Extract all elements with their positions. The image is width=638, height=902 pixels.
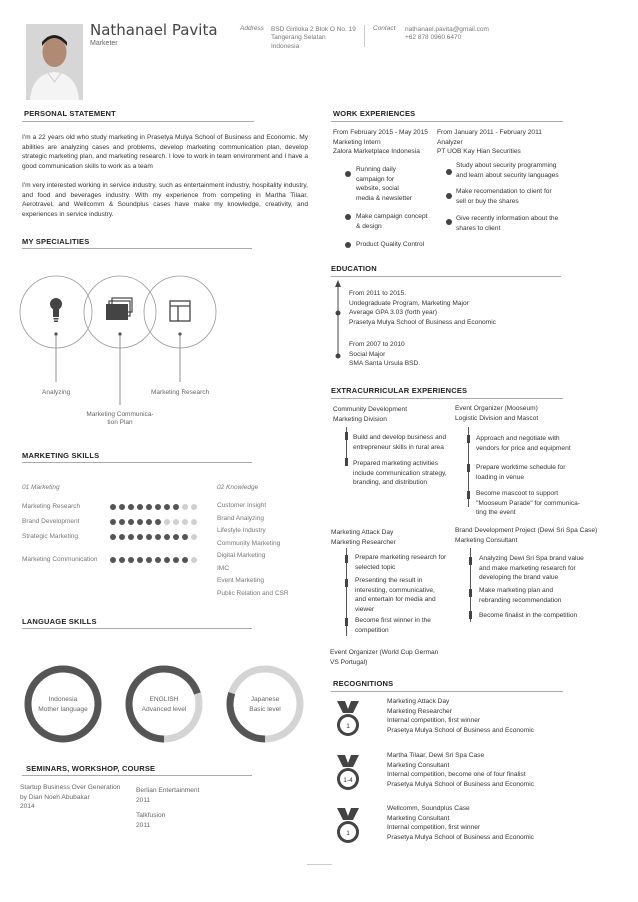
candidate-name: Nathanael Pavita [90, 21, 218, 39]
extra-bullet: Approach and negotiate with vendors for price and equipment [476, 435, 571, 452]
job-position: Analyzer [437, 138, 463, 146]
work-title: WORK EXPERIENCES [333, 109, 416, 118]
rating-dot [128, 504, 134, 510]
address-block [271, 26, 356, 51]
extra-head [331, 528, 396, 547]
skill-rating [110, 519, 197, 525]
knowledge-item: Lifestyle Industry [217, 527, 266, 534]
seminar-line: Berlian Entertainment [136, 787, 200, 794]
extra-footer [330, 648, 438, 667]
timeline-tick [345, 618, 348, 626]
rating-dot [128, 557, 134, 563]
personal-statement-title: PERSONAL STATEMENT [24, 109, 116, 118]
contact-email: nathanael.pavita@gmail.com [405, 26, 489, 33]
extra-footer-line: Event Organizer (World Cup German [330, 649, 439, 656]
knowledge-item: Event Marketing [217, 577, 264, 584]
address-line: BSD Giriloka 2 Blok O No. 19 [271, 26, 356, 33]
language-level: Basic level [249, 705, 281, 713]
extra-bullet: Prepare marketing research for selected topic [355, 554, 447, 571]
education-line: Undegraduate Program, Marketing Major [349, 299, 469, 307]
extra-role: Marketing Consultant [455, 536, 518, 544]
marketing-skills-title: MARKETING SKILLS [22, 451, 100, 460]
rating-dot [137, 504, 143, 510]
speciality-research: Marketing Research [151, 389, 210, 396]
svg-text:1: 1 [346, 723, 350, 730]
rating-dot [191, 519, 197, 525]
personal-statement-p2: I'm very interested working in service industry, such as entertainment industry, hospitality industry, and food and beverages industry. With my experience from competing in Martha Tilaar, Aerotravel, and Wellcomm & Soundplus cases have make my knowledge, creativity, and experiences in service industry. [22, 182, 308, 218]
skill-name: Strategic Marketing [22, 533, 78, 540]
rating-dot [110, 557, 116, 563]
medal-icon [333, 808, 363, 849]
rating-dot [191, 557, 197, 563]
rating-dot [146, 519, 152, 525]
rating-dot [137, 557, 143, 563]
education-timeline [334, 280, 342, 360]
language-label-3 [229, 695, 301, 714]
job-bullet: Study about security programming and learn about security languages [456, 162, 559, 179]
specialities-title: MY SPECIALITIES [22, 237, 90, 246]
rating-dot [119, 504, 125, 510]
extra-footer-line: VS Portugal) [330, 658, 368, 666]
job-bullet: Running daily campaign for website, social media & newsletter [356, 166, 413, 202]
rating-dot [137, 519, 143, 525]
svg-text:1: 1 [346, 830, 350, 837]
education-title: EDUCATION [331, 264, 377, 273]
timeline-tick [467, 464, 470, 472]
section-rule [22, 628, 252, 629]
skill-name: Marketing Communication [22, 556, 98, 563]
timeline-tick [467, 435, 470, 443]
rating-dot [146, 534, 152, 540]
bullet [446, 193, 452, 199]
job-bullet: Give recently information about the shares to client [456, 215, 559, 232]
recognition-text [387, 697, 534, 735]
recognition-line: Internal competition, first winner [387, 824, 481, 832]
extra-title: Community Development [333, 406, 408, 413]
job-bullet: Make campaign concept & design [356, 213, 428, 230]
language-name: Japanese [250, 696, 280, 703]
personal-statement-p1: I'm a 22 years old who study marketing in Prasetya Mulya School of Business and Economic. My abilities are analyzing cases and problems, develop marketing communication plan, develop strategic marketing plan, and marketing research. I love to work in team environment and I have a good communication skills to work as a team [22, 134, 308, 170]
skill-name: Marketing Research [22, 503, 81, 510]
knowledge-item: Public Relation and CSR [217, 589, 289, 597]
extra-title: Brand Development Project (Dewi Sri Spa Case) [455, 527, 598, 534]
timeline-tick [345, 579, 348, 587]
recognition-line: Wellcomm, Soundplus Case [387, 805, 470, 812]
rating-dot [155, 519, 161, 525]
extra-role: Marketing Researcher [331, 538, 396, 546]
knowledge-list [217, 502, 289, 602]
education-item [349, 289, 496, 327]
extra-role: Marketing Division [333, 415, 387, 423]
rating-dot [164, 504, 170, 510]
language-label-2 [128, 695, 200, 714]
bullet [345, 214, 351, 220]
extra-bullet: Make marketing plan and rebranding recommendation [479, 587, 562, 604]
rating-dot [155, 504, 161, 510]
timeline-tick [469, 557, 472, 565]
contact-label: Contact [373, 25, 396, 32]
skill-rating [110, 504, 197, 510]
section-rule [22, 462, 252, 463]
seminar-item [136, 811, 165, 830]
timeline-tick [345, 458, 348, 466]
extra-bullet: Analyzing Dewi Sri Spa brand value and make marketing research for developing the brand value [479, 555, 584, 582]
job-bullet: Make recomendation to client for sell or buy the shares [456, 188, 552, 205]
extra-bullet: Prepared marketing activities include communication strategy, branding, and distribution [353, 460, 447, 487]
extra-bullet: Become finalist in the competition [479, 612, 578, 619]
rating-dot [191, 534, 197, 540]
header-divider [364, 25, 365, 47]
knowledge-item: Community Marketing [217, 539, 281, 547]
knowledge-item: Brand Analyzing [217, 514, 264, 522]
rating-dot [155, 534, 161, 540]
rating-dot [182, 519, 188, 525]
rating-dot [128, 534, 134, 540]
skill-rating [110, 534, 197, 540]
skill-name: Brand Development [22, 518, 80, 525]
recognition-line: Marketing Researcher [387, 707, 452, 715]
language-name: Indonesia [48, 696, 78, 703]
rating-dot [173, 534, 179, 540]
skills-col2-label: 02 Knowledge [217, 484, 259, 491]
seminar-line: 2014 [20, 803, 35, 811]
extra-head [455, 526, 597, 545]
seminar-line: by Dian Noeh Abubakar [20, 793, 90, 801]
seminars-title: SEMINARS, WORKSHOP, COURSE [26, 764, 156, 773]
recognitions-title: RECOGNITIONS [333, 679, 394, 688]
language-level: Mother language [38, 705, 88, 713]
rating-dot [191, 504, 197, 510]
rating-dot [146, 504, 152, 510]
section-rule [331, 398, 563, 399]
bullet [345, 171, 351, 177]
seminar-line: 2011 [136, 821, 151, 829]
bullet [446, 169, 452, 175]
recognition-line: Prasetya Mulya School of Business and Economic [387, 726, 534, 734]
recognition-text [387, 751, 534, 789]
recognition-line: Prasetya Mulya School of Business and Economic [387, 780, 534, 788]
speciality-analyzing: Analyzing [42, 389, 71, 396]
job-bullet: Product Quality Control [356, 241, 425, 248]
rating-dot [119, 534, 125, 540]
language-label-1 [27, 695, 99, 714]
rating-dot [164, 534, 170, 540]
rating-dot [110, 534, 116, 540]
footer-rule [307, 864, 332, 865]
job-company: PT UOB Kay Hian Securities [437, 148, 521, 156]
section-rule [22, 248, 252, 249]
rating-dot [182, 504, 188, 510]
rating-dot [164, 519, 170, 525]
stack-icon [106, 298, 132, 320]
job-position: Marketing Intern [333, 138, 381, 146]
language-name: ENGLISH [149, 696, 179, 703]
svg-text:1-4: 1-4 [343, 777, 353, 784]
rating-dot [137, 534, 143, 540]
rating-dot [173, 519, 179, 525]
extra-title: Marketing Attack Day [331, 529, 394, 536]
knowledge-item: IMC [217, 564, 229, 572]
seminar-line: Startup Business Over Generation [20, 784, 121, 791]
medal-icon [333, 755, 363, 796]
seminar-line: Talkfusion [136, 812, 166, 819]
knowledge-item: Customer Insight [217, 502, 267, 509]
section-rule [331, 121, 563, 122]
rating-dot [155, 557, 161, 563]
extra-title: Event Organizer (Mooseum) [455, 405, 538, 412]
education-line: From 2007 to 2010 [349, 341, 405, 348]
skill-rating [110, 557, 197, 563]
education-line: From 2011 to 2015. [349, 290, 407, 297]
contact-block [405, 26, 489, 43]
skills-col1-label: 01 Marketing [22, 484, 60, 491]
seminar-line: 2011 [136, 796, 151, 804]
language-skills-title: LANGUAGE SKILLS [22, 617, 97, 626]
rating-dot [182, 534, 188, 540]
extra-bullet: Presenting the result in interesting, communicative, and entertain for media and viewer [355, 577, 436, 613]
job-period: From January 2011 - February 2011 [437, 129, 542, 136]
recognition-line: Marketing Consultant [387, 814, 450, 822]
bullet [446, 219, 452, 225]
section-rule [22, 775, 252, 776]
extra-bullet: Prepare worktime schedule for loading in venue [476, 464, 566, 481]
education-line: Social Major [349, 350, 386, 358]
job-period: From February 2015 - May 2015 [333, 129, 428, 136]
rating-dot [182, 557, 188, 563]
knowledge-item: Digital Marketing [217, 552, 266, 559]
rating-dot [146, 557, 152, 563]
language-level: Advanced level [141, 705, 187, 713]
timeline-tick [345, 555, 348, 563]
extra-bullet: Become mascoot to support "Mooseum Parade" for communica- ting the event [476, 490, 580, 517]
rating-dot [128, 519, 134, 525]
specialities-diagram [18, 270, 222, 430]
profile-photo [26, 24, 83, 100]
contact-phone: +62 878 0960 6470 [405, 34, 462, 42]
extra-head [333, 405, 407, 424]
education-line: Average GPA 3.03 (forth year) [349, 309, 438, 317]
speciality-marcom: Marketing Communica- tion Plan [86, 411, 154, 427]
recognition-line: Prasetya Mulya School of Business and Economic [387, 833, 534, 841]
job-head [437, 128, 542, 157]
recognition-line: Internal competition, first winner [387, 717, 481, 725]
extra-bullet: Build and develop business and entrepreneur skills in rural area [353, 434, 447, 451]
section-rule [331, 691, 563, 692]
extracurricular-title: EXTRACURRICULAR EXPERIENCES [331, 386, 468, 395]
recognition-text [387, 804, 534, 842]
address-line: Tangerang Selatan [271, 34, 326, 42]
seminar-item [136, 786, 199, 805]
rating-dot [119, 519, 125, 525]
medal-icon [333, 701, 363, 742]
timeline-tick [469, 589, 472, 597]
extra-bullet: Become first winner in the competition [355, 617, 431, 634]
address-label: Address [240, 25, 264, 32]
job-company: Zalora Marketplace Indonesia [333, 148, 420, 156]
recognition-line: Marketing Attack Day [387, 698, 450, 705]
job-head [333, 128, 428, 157]
seminar-item [20, 783, 120, 812]
address-line: Indonesia [271, 42, 300, 50]
extra-role: Logistic Division and Mascot [455, 414, 539, 422]
recognition-line: Internal competition, become one of four finalist [387, 771, 526, 779]
rating-dot [173, 557, 179, 563]
education-line: Prasetya Mulya School of Business and Economic [349, 318, 496, 326]
rating-dot [119, 557, 125, 563]
rating-dot [173, 504, 179, 510]
layout-icon [170, 301, 190, 321]
education-item [349, 340, 420, 369]
bullet [345, 242, 351, 248]
section-rule [22, 121, 254, 122]
section-rule [331, 276, 561, 277]
candidate-role: Marketer [90, 40, 118, 47]
timeline-tick [469, 611, 472, 619]
education-line: SMA Santa Ursula BSD. [349, 360, 421, 368]
timeline-tick [467, 491, 470, 499]
rating-dot [110, 504, 116, 510]
recognition-line: Martha Tilaar, Dewi Sri Spa Case [387, 752, 485, 759]
extra-head [455, 404, 538, 423]
rating-dot [164, 557, 170, 563]
rating-dot [110, 519, 116, 525]
recognition-line: Marketing Consultant [387, 761, 450, 769]
lightbulb-icon [50, 298, 62, 322]
timeline-tick [345, 432, 348, 440]
